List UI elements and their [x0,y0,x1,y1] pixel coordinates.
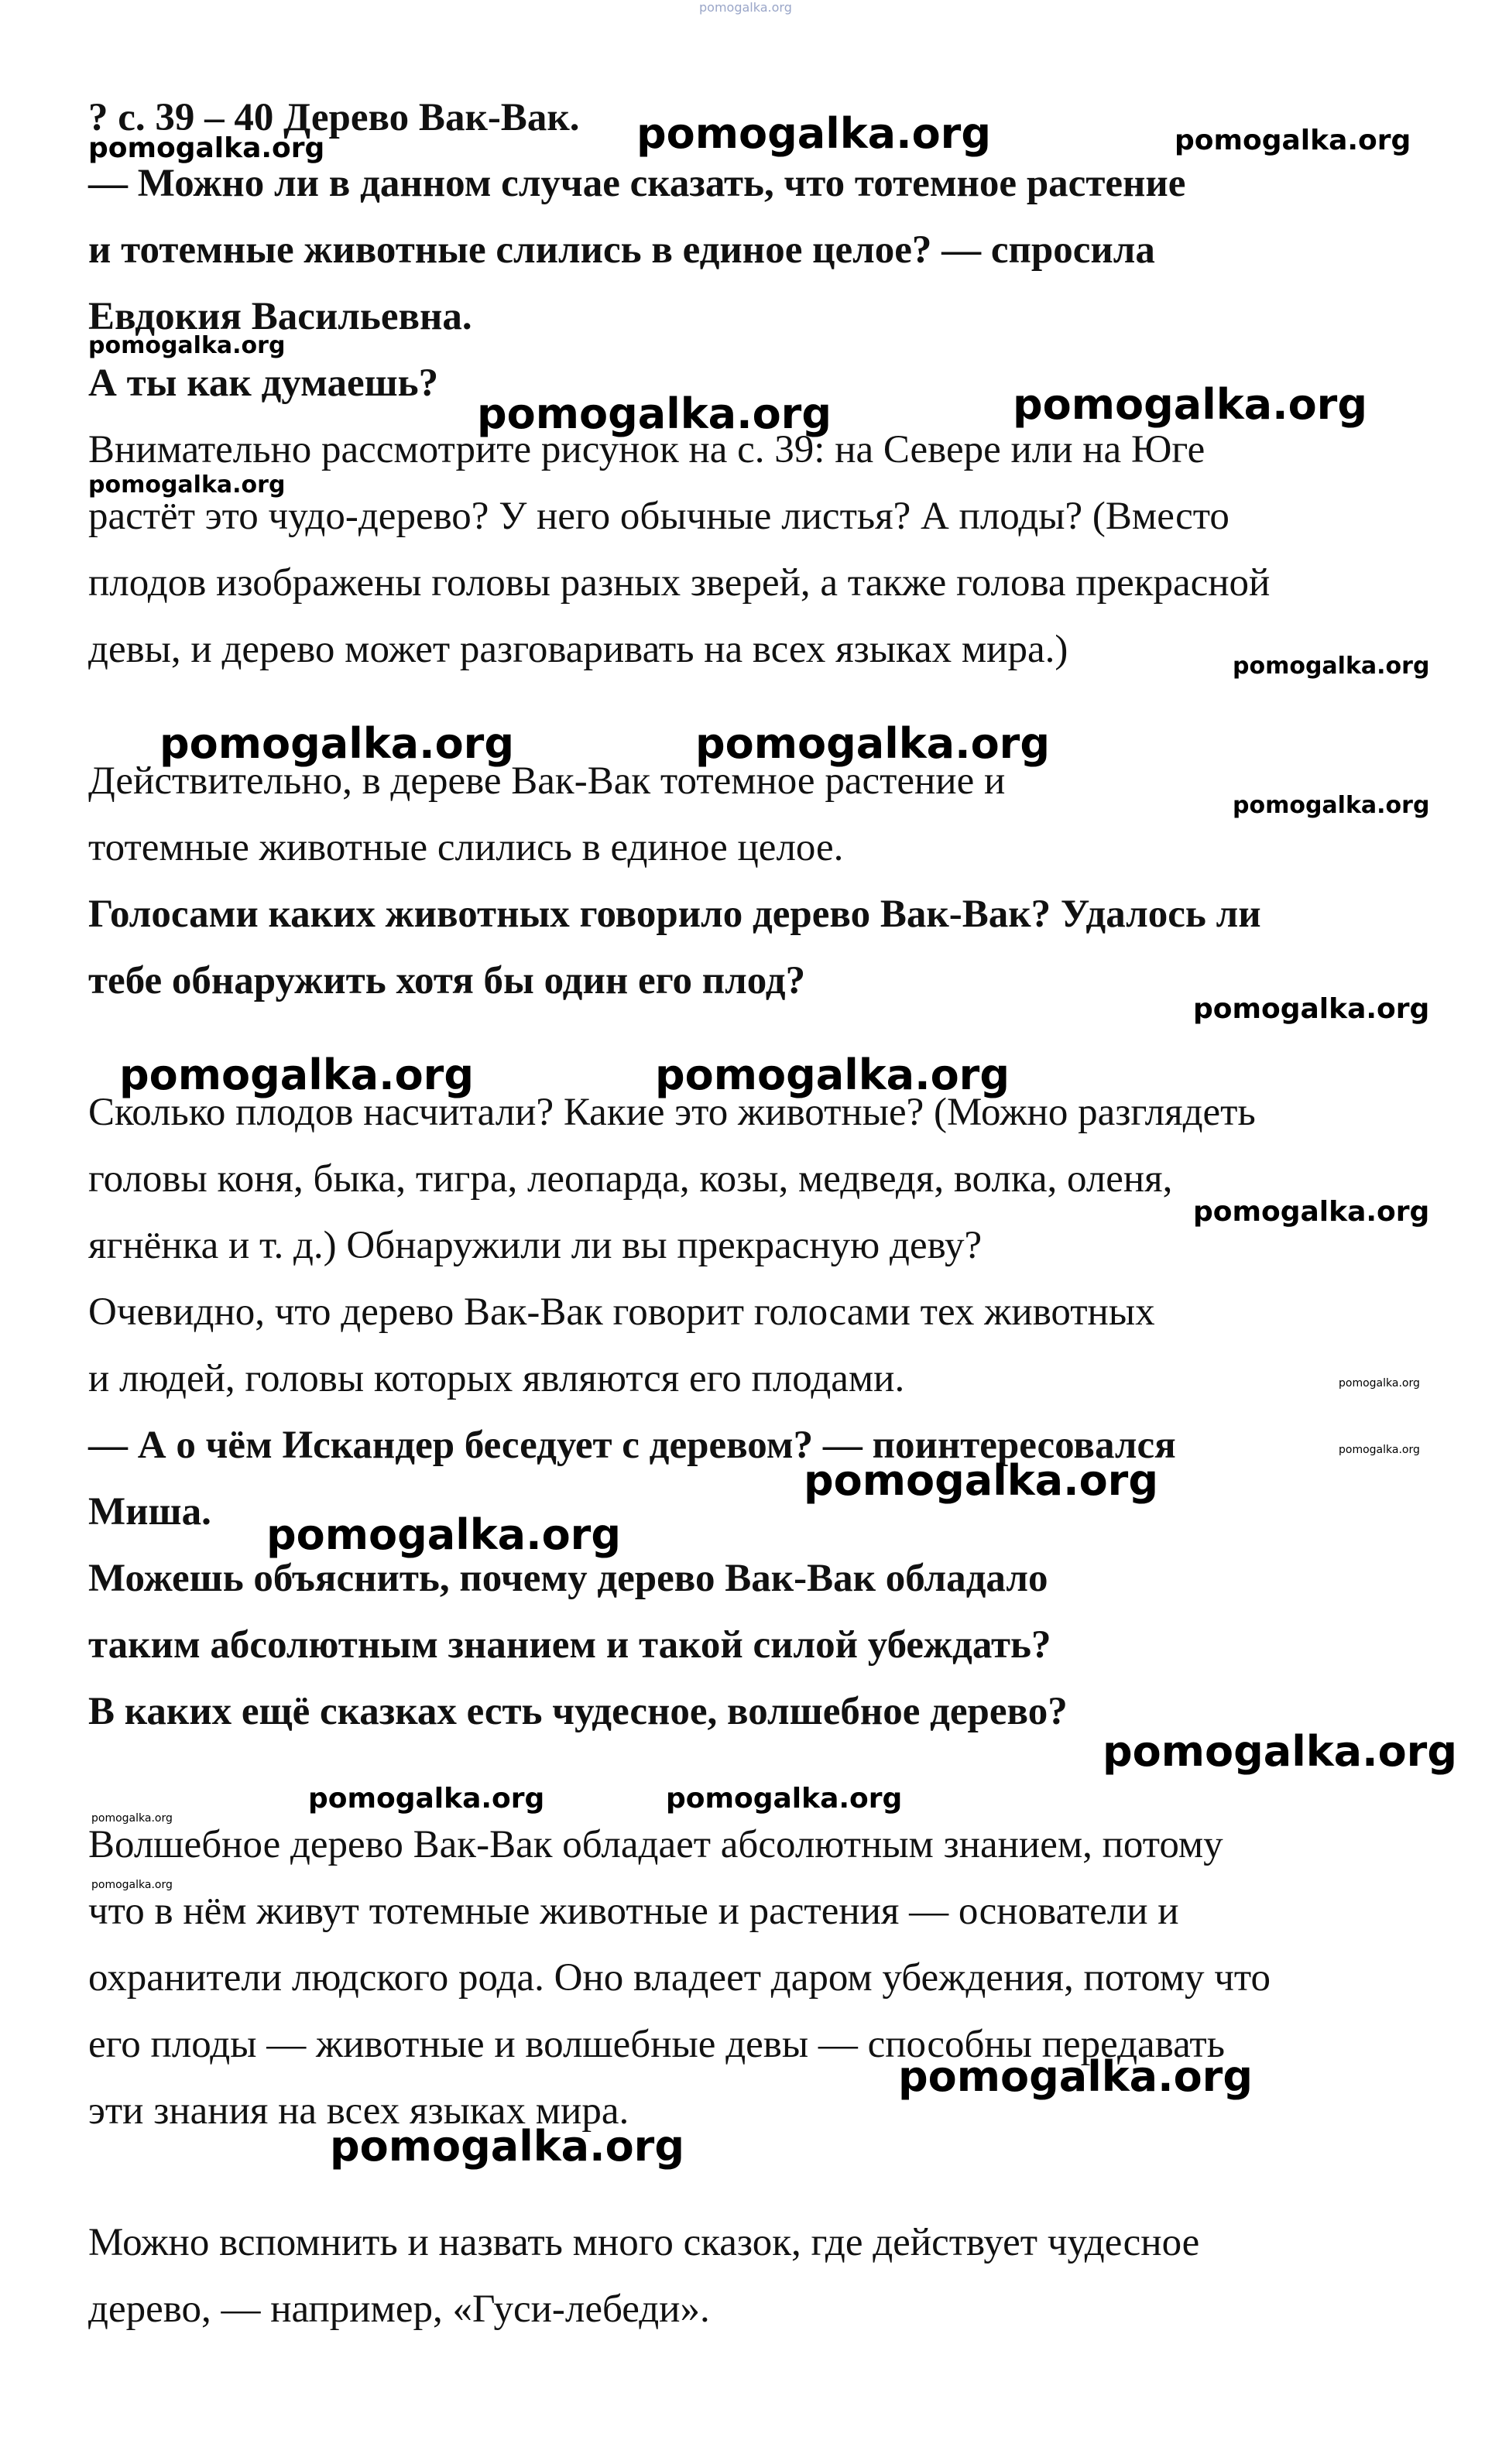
watermark: pomogalka.org [1193,1196,1430,1228]
answer-line: и людей, головы которых являются его плодами. [88,1357,905,1400]
watermark: pomogalka.org [1193,993,1430,1025]
watermark: pomogalka.org [1339,1377,1420,1390]
answer-line: его плоды — животные и волшебные девы — способны передавать [88,2023,1225,2066]
watermark: pomogalka.org [666,1783,903,1815]
question-line: — Можно ли в данном случае сказать, что тотемное растение [88,162,1186,205]
answer-line: тотемные животные слились в единое целое. [88,826,844,869]
paragraph-line: плодов изображены головы разных зверей, а также голова прекрасной [88,561,1271,605]
watermark: pomogalka.org [1233,792,1430,819]
watermark: pomogalka.org [695,719,1050,768]
paragraph-line: растёт это чудо-дерево? У него обычные листья? А плоды? (Вместо [88,495,1229,538]
watermark: pomogalka.org [91,1812,173,1825]
watermark: pomogalka.org [159,719,514,768]
question-line: Голосами каких животных говорило дерево Вак-Вак? Удалось ли [88,893,1261,936]
watermark: pomogalka.org [308,1783,545,1815]
question-line: А ты как думаешь? [88,362,439,405]
watermark: pomogalka.org [88,132,325,164]
watermark: pomogalka.org [266,1510,621,1559]
section-title: ? с. 39 – 40 Дерево Вак-Вак. [88,96,580,139]
answer-line: эти знания на всех языках мира. [88,2089,629,2133]
answer-line: головы коня, быка, тигра, леопарда, козы, медведя, волка, оленя, [88,1157,1173,1201]
question-line: Можешь объяснить, почему дерево Вак-Вак обладало [88,1557,1048,1600]
watermark: pomogalka.org [1013,380,1367,429]
question-line: Евдокия Васильевна. [88,295,472,338]
question-line: — А о чём Искандер беседует с деревом? — поинтересовался [88,1424,1176,1467]
watermark: pomogalka.org [898,2052,1253,2101]
answer-line: Сколько плодов насчитали? Какие это животные? (Можно разглядеть [88,1091,1256,1134]
question-line: таким абсолютным знанием и такой силой убеждать? [88,1623,1051,1667]
watermark: pomogalka.org [330,2122,684,2171]
question-line: В каких ещё сказках есть чудесное, волшебное дерево? [88,1690,1068,1733]
answer-line: Очевидно, что дерево Вак-Вак говорит голосами тех животных [88,1290,1155,1334]
question-line: Миша. [88,1490,211,1534]
watermark: pomogalka.org [477,389,832,438]
watermark: pomogalka.org [1103,1727,1457,1776]
watermark: pomogalka.org [804,1456,1158,1505]
watermark-top: pomogalka.org [699,0,792,15]
watermark: pomogalka.org [119,1050,474,1099]
answer-line: Можно вспомнить и назвать много сказок, где действует чудесное [88,2221,1200,2264]
watermark: pomogalka.org [1233,653,1430,680]
answer-line: дерево, — например, «Гуси-лебеди». [88,2288,710,2331]
watermark: pomogalka.org [91,1879,173,1891]
answer-line: что в нём живут тотемные животные и растения — основатели и [88,1890,1179,1933]
watermark: pomogalka.org [636,109,991,158]
question-line: и тотемные животные слились в единое целое? — спросила [88,228,1155,272]
watermark: pomogalka.org [1339,1444,1420,1456]
paragraph-line: Внимательно рассмотрите рисунок на с. 39: на Севере или на Юге [88,428,1205,471]
answer-line: Действительно, в дереве Вак-Вак тотемное растение и [88,759,1006,803]
answer-line: охранители людского рода. Оно владеет даром убеждения, потому что [88,1956,1271,2000]
watermark: pomogalka.org [1175,125,1411,156]
watermark: pomogalka.org [88,332,286,359]
question-line: тебе обнаружить хотя бы один его плод? [88,959,806,1002]
paragraph-line: девы, и дерево может разговаривать на всех языках мира.) [88,628,1068,671]
answer-line: Волшебное дерево Вак-Вак обладает абсолютным знанием, потому [88,1823,1223,1866]
watermark: pomogalka.org [88,471,286,499]
watermark: pomogalka.org [655,1050,1010,1099]
answer-line: ягнёнка и т. д.) Обнаружили ли вы прекрасную деву? [88,1224,983,1267]
